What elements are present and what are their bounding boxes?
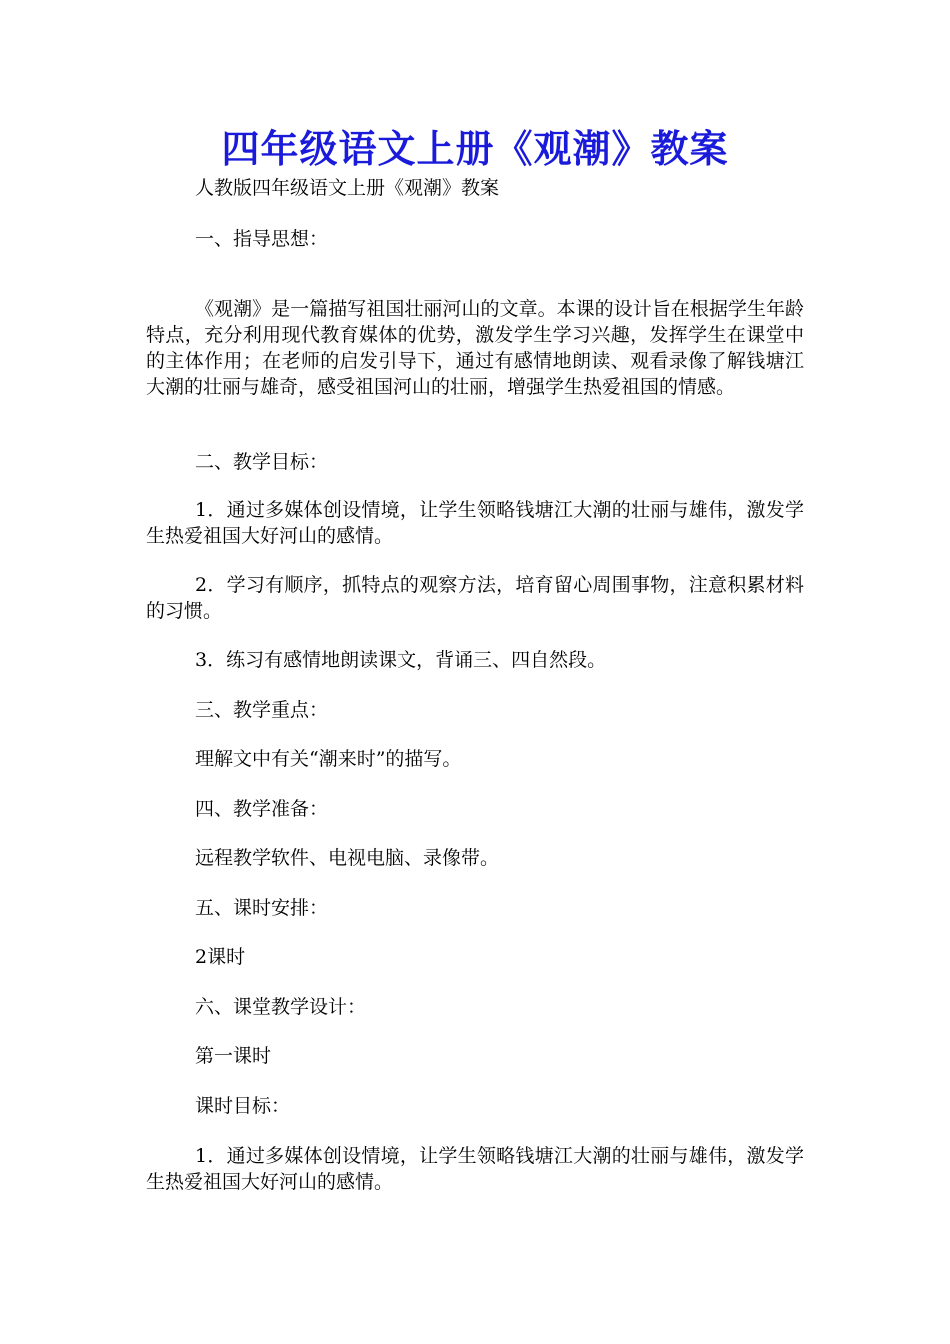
section-heading-schedule: 五、课时安排：: [195, 897, 329, 919]
goal-item-1: 1．通过多媒体创设情境，让学生领略钱塘江大潮的壮丽与雄伟，激发学生热爱祖国大好河山的感情。: [146, 499, 804, 547]
section-heading-key: 三、教学重点：: [195, 699, 329, 721]
paragraph-schedule: 2课时: [195, 946, 246, 968]
section-heading-prep: 四、教学准备：: [195, 798, 329, 820]
section-heading-design: 六、课堂教学设计：: [195, 996, 367, 1018]
paragraph-key: 理解文中有关“潮来时”的描写。: [195, 748, 462, 770]
section-heading-goals: 二、教学目标：: [195, 451, 329, 473]
goal-item-3: 3．练习有感情地朗读课文，背诵三、四自然段。: [195, 649, 607, 671]
section-heading-guiding: 一、指导思想：: [195, 228, 329, 250]
document-title: 四年级语文上册《观潮》教案: [221, 126, 729, 171]
document-subtitle: 人教版四年级语文上册《观潮》教案: [195, 177, 500, 199]
paragraph-guiding: 《观潮》是一篇描写祖国壮丽河山的文章。本课的设计旨在根据学生年龄特点，充分利用现代教育媒体的优势，激发学生学习兴趣，发挥学生在课堂中的主体作用；在老师的启发引导下，通过有感情地朗读、观看录像了解钱塘江大潮的壮丽与雄奇，感受祖国河山的壮丽，增强学生热爱祖国的情感。: [146, 298, 804, 398]
lesson-goals-heading: 课时目标：: [195, 1095, 291, 1117]
paragraph-prep: 远程教学软件、电视电脑、录像带。: [195, 847, 500, 869]
lesson-heading-one: 第一课时: [195, 1045, 272, 1067]
lesson-goal-item-1: 1．通过多媒体创设情境，让学生领略钱塘江大潮的壮丽与雄伟，激发学生热爱祖国大好河山的感情。: [146, 1145, 804, 1193]
goal-item-2: 2．学习有顺序，抓特点的观察方法，培育留心周围事物，注意积累材料的习惯。: [146, 574, 804, 622]
